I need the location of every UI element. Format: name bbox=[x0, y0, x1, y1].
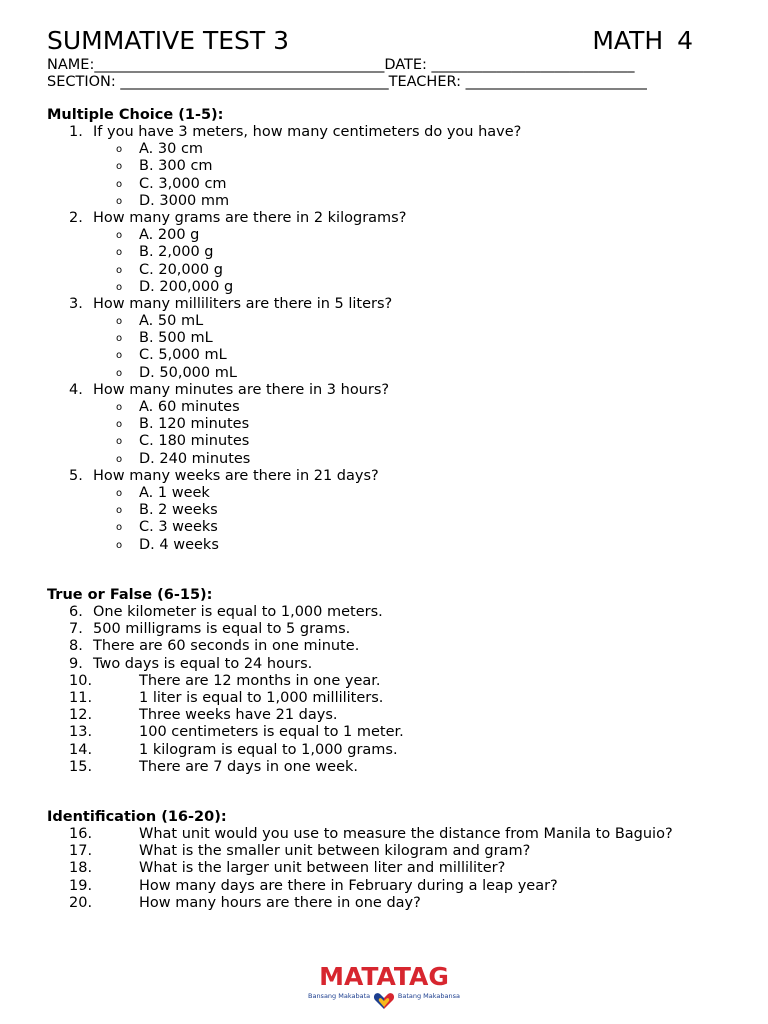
choice-row[interactable] bbox=[0, 502, 768, 519]
question-number: 1. bbox=[69, 124, 83, 140]
choice-row[interactable] bbox=[0, 365, 768, 382]
item-text: What unit would you use to measure the distance from Manila to Baguio? bbox=[139, 826, 673, 842]
item-text: There are 12 months in one year. bbox=[139, 672, 381, 689]
true-false-item bbox=[0, 621, 768, 638]
item-number: 10. bbox=[69, 672, 93, 689]
item-number: 19. bbox=[69, 877, 93, 894]
choice-text[interactable]: D. 3000 mm bbox=[139, 192, 230, 209]
choice-text[interactable]: C. 20,000 g bbox=[139, 261, 223, 278]
item-text: 1 liter is equal to 1,000 milliliters. bbox=[139, 689, 384, 706]
item-number: 13. bbox=[69, 724, 93, 741]
choice-text[interactable]: C. 180 minutes bbox=[139, 433, 250, 450]
choice-row[interactable] bbox=[0, 399, 768, 416]
question-text: How many grams are there in 2 kilograms? bbox=[93, 209, 407, 226]
item-number: 9. bbox=[69, 655, 83, 672]
item-text: There are 7 days in one week. bbox=[139, 758, 358, 775]
choice-text[interactable]: B. 2,000 g bbox=[139, 244, 214, 261]
item-text: Three weeks have 21 days. bbox=[139, 707, 338, 724]
question-text: How many weeks are there in 21 days? bbox=[93, 467, 379, 484]
item-number: 20. bbox=[69, 894, 93, 911]
item-number: 15. bbox=[69, 758, 93, 775]
item-number: 6. bbox=[69, 604, 83, 620]
choice-text[interactable]: D. 4 weeks bbox=[139, 536, 219, 553]
choice-text[interactable]: B. 500 mL bbox=[139, 330, 213, 347]
heart-hand-icon bbox=[373, 990, 395, 1010]
item-text: One kilometer is equal to 1,000 meters. bbox=[93, 604, 383, 620]
choice-row[interactable] bbox=[0, 416, 768, 433]
identification-item bbox=[0, 826, 768, 843]
header bbox=[47, 26, 695, 58]
choice-text[interactable]: A. 30 cm bbox=[139, 141, 204, 158]
item-number: 18. bbox=[69, 860, 93, 877]
question-text: How many milliliters are there in 5 liters? bbox=[93, 295, 393, 312]
item-number: 11. bbox=[69, 689, 93, 706]
question-text: How many minutes are there in 3 hours? bbox=[93, 381, 390, 398]
item-number: 12. bbox=[69, 707, 93, 724]
choice-row[interactable] bbox=[0, 141, 768, 158]
bullet-icon: o bbox=[116, 367, 123, 379]
item-number: 16. bbox=[69, 826, 93, 842]
item-text: What is the larger unit between liter and milliliter? bbox=[139, 860, 506, 877]
true-false-item bbox=[0, 656, 768, 673]
identification-item bbox=[0, 860, 768, 877]
bullet-icon: o bbox=[116, 230, 123, 242]
choice-text[interactable]: C. 5,000 mL bbox=[139, 347, 227, 364]
bullet-icon: o bbox=[116, 487, 123, 499]
bullet-icon: o bbox=[116, 350, 123, 362]
bullet-icon: o bbox=[116, 505, 123, 517]
choice-row[interactable] bbox=[0, 347, 768, 364]
choice-text[interactable]: D. 200,000 g bbox=[139, 278, 234, 295]
item-text: 1 kilogram is equal to 1,000 grams. bbox=[139, 741, 398, 758]
bullet-icon: o bbox=[116, 264, 123, 276]
choice-text[interactable]: B. 120 minutes bbox=[139, 416, 250, 433]
bullet-icon: o bbox=[116, 178, 123, 190]
item-number: 17. bbox=[69, 843, 93, 860]
bullet-icon: o bbox=[116, 436, 123, 448]
item-text: What is the smaller unit between kilogram and gram? bbox=[139, 843, 531, 860]
question-row bbox=[0, 210, 768, 227]
question-row bbox=[0, 124, 768, 141]
identification-item bbox=[0, 878, 768, 895]
true-false-heading: True or False (6-15): bbox=[47, 587, 213, 603]
bullet-icon: o bbox=[116, 522, 123, 534]
choice-text[interactable]: C. 3,000 cm bbox=[139, 175, 227, 192]
question-number: 3. bbox=[69, 295, 83, 312]
choice-text[interactable]: A. 50 mL bbox=[139, 313, 204, 330]
identification-heading: Identification (16-20): bbox=[47, 809, 227, 825]
multiple-choice-heading: Multiple Choice (1-5): bbox=[47, 107, 224, 123]
true-false-item bbox=[0, 759, 768, 776]
item-text: How many days are there in February during a leap year? bbox=[139, 877, 558, 894]
choice-row[interactable] bbox=[0, 433, 768, 450]
choice-text[interactable]: A. 60 minutes bbox=[139, 399, 240, 415]
choice-text[interactable]: A. 1 week bbox=[139, 484, 210, 501]
choice-text[interactable]: C. 3 weeks bbox=[139, 519, 218, 536]
choice-row[interactable] bbox=[0, 451, 768, 468]
choice-text[interactable]: B. 2 weeks bbox=[139, 502, 218, 519]
true-false-item bbox=[0, 724, 768, 741]
subject-label: MATH 4 bbox=[592, 26, 693, 55]
question-number: 4. bbox=[69, 381, 83, 398]
choice-row[interactable] bbox=[0, 176, 768, 193]
true-false-item bbox=[0, 604, 768, 621]
bullet-icon: o bbox=[116, 539, 123, 551]
bullet-icon: o bbox=[116, 161, 123, 173]
true-false-item bbox=[0, 638, 768, 655]
identification-section bbox=[0, 826, 768, 912]
bullet-icon: o bbox=[116, 419, 123, 431]
choice-text[interactable]: B. 300 cm bbox=[139, 158, 213, 175]
choice-text[interactable]: A. 200 g bbox=[139, 227, 200, 244]
name-date-line[interactable]: NAME:________________________________________DATE: ____________________________ bbox=[47, 57, 635, 73]
logo-tagline-right: Batang Makabansa bbox=[397, 992, 460, 1000]
bullet-icon: o bbox=[116, 195, 123, 207]
true-false-section bbox=[0, 604, 768, 776]
choice-row[interactable] bbox=[0, 193, 768, 210]
bullet-icon: o bbox=[116, 453, 123, 465]
bullet-icon: o bbox=[116, 333, 123, 345]
item-number: 14. bbox=[69, 741, 93, 758]
item-text: There are 60 seconds in one minute. bbox=[93, 638, 360, 655]
logo-wordmark: MATATAG bbox=[319, 962, 449, 991]
choice-text[interactable]: D. 50,000 mL bbox=[139, 364, 237, 381]
true-false-item bbox=[0, 690, 768, 707]
choice-row[interactable] bbox=[0, 262, 768, 279]
item-number: 7. bbox=[69, 621, 83, 638]
item-number: 8. bbox=[69, 638, 83, 655]
choice-row[interactable] bbox=[0, 519, 768, 536]
bullet-icon: o bbox=[116, 247, 123, 259]
question-row bbox=[0, 468, 768, 485]
section-teacher-line[interactable]: SECTION: _____________________________________TEACHER: _________________________ bbox=[47, 74, 647, 90]
identification-item bbox=[0, 895, 768, 912]
choice-row[interactable] bbox=[0, 537, 768, 554]
question-row bbox=[0, 296, 768, 313]
logo-tagline-left: Bansang Makabata bbox=[308, 992, 371, 1000]
true-false-item bbox=[0, 742, 768, 759]
question-text: If you have 3 meters, how many centimeters do you have? bbox=[93, 124, 522, 140]
item-text: 100 centimeters is equal to 1 meter. bbox=[139, 724, 404, 741]
choice-row[interactable] bbox=[0, 485, 768, 502]
item-text: 500 milligrams is equal to 5 grams. bbox=[93, 621, 351, 638]
matatag-logo bbox=[306, 962, 462, 1012]
choice-row[interactable] bbox=[0, 158, 768, 175]
test-title: SUMMATIVE TEST 3 bbox=[47, 26, 290, 55]
item-text: Two days is equal to 24 hours. bbox=[93, 655, 313, 672]
multiple-choice-section bbox=[0, 124, 768, 554]
question-row bbox=[0, 382, 768, 399]
choice-row[interactable] bbox=[0, 313, 768, 330]
identification-item bbox=[0, 843, 768, 860]
true-false-item bbox=[0, 707, 768, 724]
choice-row[interactable] bbox=[0, 279, 768, 296]
bullet-icon: o bbox=[116, 144, 123, 156]
item-text: How many hours are there in one day? bbox=[139, 894, 421, 911]
true-false-item bbox=[0, 673, 768, 690]
choice-text[interactable]: D. 240 minutes bbox=[139, 450, 251, 467]
bullet-icon: o bbox=[116, 402, 123, 413]
choice-row[interactable] bbox=[0, 330, 768, 347]
bullet-icon: o bbox=[116, 316, 123, 328]
bullet-icon: o bbox=[116, 281, 123, 293]
question-number: 5. bbox=[69, 467, 83, 484]
choice-row[interactable] bbox=[0, 244, 768, 261]
question-number: 2. bbox=[69, 209, 83, 226]
choice-row[interactable] bbox=[0, 227, 768, 244]
